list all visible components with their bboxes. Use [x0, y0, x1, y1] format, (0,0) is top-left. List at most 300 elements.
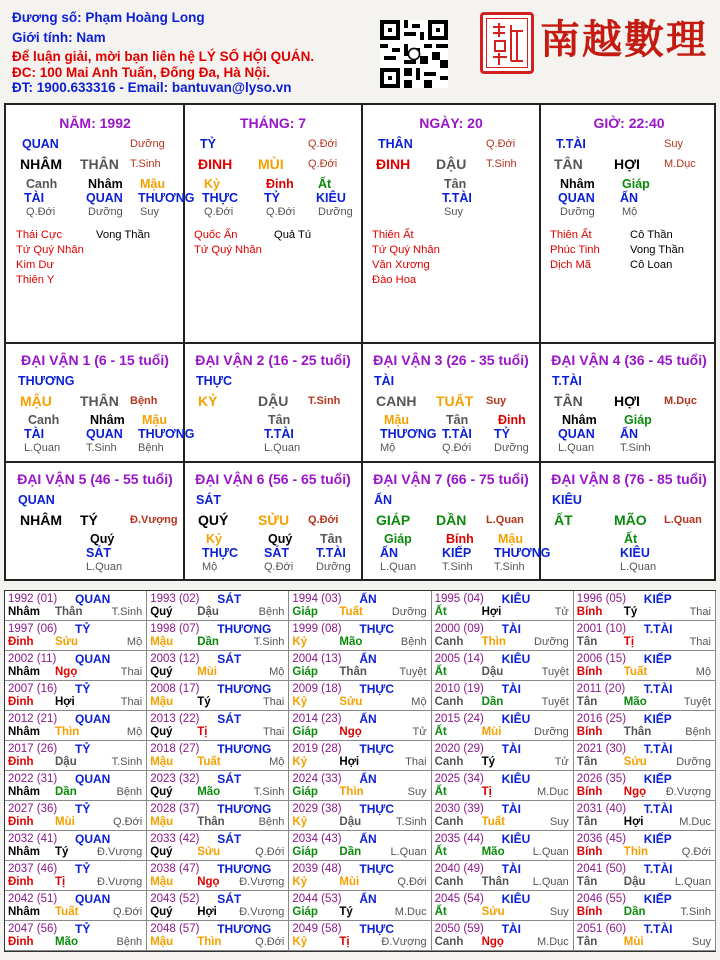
dai-van-cell[interactable]	[184, 463, 362, 581]
year-branch: Tý	[339, 906, 353, 918]
year-branch: Tị	[197, 726, 208, 738]
year-stem: Ất	[434, 666, 447, 678]
hidden-ten-god: QUAN	[558, 427, 595, 441]
year-state: Mộ	[126, 636, 143, 648]
hidden-state: T.Sinh	[442, 561, 473, 573]
ten-god: TỶ	[200, 137, 216, 151]
hidden-ten-god: KIẾP	[442, 546, 472, 560]
hidden-stem: Tân	[268, 413, 291, 427]
year-cell[interactable]	[5, 681, 147, 711]
year-state: M.Dục	[394, 906, 427, 918]
year-ten-god: QUAN	[75, 652, 111, 666]
year-ten-god: T.TÀI	[643, 862, 673, 876]
year-state: Thai	[262, 696, 285, 708]
year-stem: Kỷ	[292, 936, 308, 948]
year-label: 2027 (36)	[8, 803, 58, 815]
year-branch: Mão	[481, 846, 505, 858]
year-label: 2029 (38)	[292, 803, 342, 815]
year-branch: Ngọ	[481, 936, 504, 948]
year-branch: Dậu	[623, 876, 646, 888]
year-branch: Dần	[481, 696, 504, 708]
year-cell[interactable]	[574, 591, 716, 621]
year-cell[interactable]	[289, 891, 431, 921]
year-branch: Sửu	[339, 696, 363, 708]
year-stem: Bính	[576, 906, 603, 918]
ten-god: T.TÀI	[556, 137, 586, 151]
year-cell[interactable]	[5, 651, 147, 681]
year-cell[interactable]	[289, 591, 431, 621]
year-branch: Thìn	[623, 846, 649, 858]
year-stem: Quý	[150, 846, 173, 858]
ten-god: T.TÀI	[552, 374, 582, 388]
year-label: 2016 (25)	[576, 713, 627, 725]
year-stem: Kỷ	[292, 756, 308, 768]
year-stem: Nhâm	[8, 606, 40, 618]
year-branch: Tý	[55, 846, 69, 858]
year-state: Tuyệt	[683, 696, 711, 708]
year-state: Bệnh	[400, 636, 427, 648]
hidden-ten-god: T.TÀI	[442, 427, 472, 441]
year-ten-god: KIÊU	[501, 892, 531, 906]
year-cell[interactable]	[5, 741, 147, 771]
year-ten-god: QUAN	[75, 832, 111, 846]
hidden-stem: Quý	[268, 532, 293, 546]
red-seal-icon	[480, 12, 534, 74]
year-state: Mộ	[411, 696, 427, 708]
pillar-state: M.Dục	[664, 158, 696, 170]
year-cell[interactable]	[5, 921, 147, 951]
pillar-cell[interactable]	[362, 105, 540, 342]
ten-god: THƯƠNG	[18, 374, 75, 388]
qr-code-icon[interactable]	[380, 20, 448, 88]
hidden-stem: Canh	[28, 413, 60, 427]
year-label: 2040 (49)	[434, 863, 484, 875]
year-state: L.Quan	[674, 876, 711, 888]
hidden-stem: Mậu	[498, 532, 523, 546]
year-ten-god: THƯƠNG	[217, 742, 272, 756]
year-cell[interactable]	[147, 591, 289, 621]
hidden-stem: Kỷ	[204, 177, 220, 191]
year-cell[interactable]	[574, 771, 716, 801]
hidden-state: L.Quan	[264, 442, 301, 454]
year-state: Dưỡng	[534, 726, 569, 738]
year-cell[interactable]	[289, 861, 431, 891]
hidden-ten-god: SÁT	[86, 546, 111, 560]
pillar-title: NGÀY: 20	[419, 115, 483, 131]
year-cell[interactable]	[147, 621, 289, 651]
pillars-grid	[4, 103, 716, 581]
year-cell[interactable]	[147, 741, 289, 771]
year-cell[interactable]	[5, 831, 147, 861]
auxiliary-star: Thiên Ất	[550, 229, 592, 241]
year-stem: Giáp	[292, 606, 318, 618]
hidden-state: Dưỡng	[494, 442, 529, 454]
year-ten-god: SÁT	[217, 772, 242, 786]
auxiliary-star: Đào Hoa	[372, 274, 417, 286]
year-stem: Mậu	[150, 696, 174, 708]
year-label: 1995 (04)	[434, 593, 484, 605]
hidden-stem: Bính	[446, 532, 474, 546]
year-state: Tuyệt	[541, 696, 569, 708]
year-cell[interactable]	[147, 921, 289, 951]
year-cell[interactable]	[5, 621, 147, 651]
year-branch: Tị	[481, 786, 492, 798]
dai-van-state: L.Quan	[486, 514, 524, 526]
hidden-state: Mộ	[380, 442, 396, 454]
year-label: 2042 (51)	[8, 893, 58, 905]
year-stem: Bính	[576, 726, 603, 738]
hidden-ten-god: ẤN	[620, 427, 639, 441]
year-stem: Giáp	[292, 666, 318, 678]
pillar-state: Q.Đới	[308, 158, 338, 170]
year-cell[interactable]	[289, 711, 431, 741]
year-ten-god: TÀI	[501, 622, 521, 636]
year-state: T.Sinh	[111, 606, 143, 618]
year-ten-god: TỶ	[75, 622, 91, 636]
year-state: T.Sinh	[680, 906, 711, 918]
year-cell[interactable]	[289, 921, 431, 951]
year-cell[interactable]	[574, 681, 716, 711]
year-stem: Tân	[576, 696, 598, 708]
year-ten-god: KIẾP	[643, 892, 672, 906]
earthly-branch: MÙI	[258, 156, 284, 172]
year-stem: Quý	[150, 666, 173, 678]
hidden-ten-god: QUAN	[558, 191, 595, 205]
earthly-branch: HỢI	[614, 393, 640, 409]
year-stem: Ất	[434, 906, 447, 918]
auxiliary-star: Cô Loan	[630, 259, 673, 271]
year-branch: Tý	[623, 606, 638, 618]
dai-van-cell[interactable]	[6, 463, 184, 581]
chart-header	[0, 0, 720, 100]
hidden-stem: Tân	[446, 413, 469, 427]
year-state: Suy	[407, 786, 427, 798]
year-label: 2048 (57)	[150, 923, 200, 935]
year-cell[interactable]	[289, 651, 431, 681]
hidden-ten-god: TỶ	[494, 427, 510, 441]
year-label: 2006 (15)	[576, 653, 627, 665]
year-cell[interactable]	[5, 591, 147, 621]
year-branch: Thìn	[481, 636, 506, 648]
year-stem: Tân	[576, 636, 598, 648]
year-cell[interactable]	[432, 861, 574, 891]
year-branch: Mùi	[481, 726, 502, 738]
year-cell[interactable]	[574, 741, 716, 771]
year-cell[interactable]	[574, 861, 716, 891]
dai-van-state: Bệnh	[130, 395, 158, 407]
year-cell[interactable]	[289, 771, 431, 801]
year-state: T.Sinh	[396, 816, 427, 828]
year-ten-god: ẤN	[359, 832, 377, 846]
year-ten-god: THỰC	[359, 742, 395, 756]
year-label: 2022 (31)	[8, 773, 58, 785]
year-cell[interactable]	[574, 831, 716, 861]
year-cell[interactable]	[147, 891, 289, 921]
hidden-ten-god: TÀI	[24, 191, 45, 205]
year-cell[interactable]	[147, 651, 289, 681]
hidden-stem: Canh	[26, 177, 58, 191]
year-cell[interactable]	[432, 741, 574, 771]
year-branch: Thân	[197, 816, 225, 828]
auxiliary-star: Quả Tú	[274, 229, 312, 241]
earthly-branch: DẦN	[436, 512, 467, 528]
year-state: Thai	[689, 636, 711, 648]
year-ten-god: THƯƠNG	[217, 622, 272, 636]
logo-title: 南越數理	[540, 16, 708, 63]
dai-van-cell[interactable]	[540, 344, 718, 461]
year-state: Mộ	[269, 666, 285, 678]
year-label: 2001 (10)	[576, 623, 627, 635]
year-stem: Mậu	[150, 816, 174, 828]
year-cell[interactable]	[289, 831, 431, 861]
hidden-ten-god: SÁT	[264, 546, 289, 560]
year-cell[interactable]	[432, 921, 574, 951]
hidden-stem: Đinh	[266, 177, 294, 191]
year-label: 2032 (41)	[8, 833, 58, 845]
ten-god: QUAN	[22, 137, 59, 151]
year-label: 1992 (01)	[8, 593, 58, 605]
year-label: 2033 (42)	[150, 833, 200, 845]
year-state: Bệnh	[116, 936, 143, 948]
year-branch: Ngọ	[623, 786, 647, 798]
hidden-state: Dưỡng	[88, 206, 123, 218]
year-cell[interactable]	[432, 651, 574, 681]
year-label: 2039 (48)	[292, 863, 342, 875]
year-stem: Canh	[434, 816, 464, 828]
heavenly-stem: ẤT	[554, 512, 573, 528]
year-ten-god: KIẾP	[643, 832, 672, 846]
year-branch: Ngọ	[339, 726, 362, 738]
year-ten-god: THƯƠNG	[217, 682, 272, 696]
year-cell[interactable]	[574, 621, 716, 651]
pillar-cell[interactable]	[6, 105, 195, 342]
year-cell[interactable]	[5, 801, 147, 831]
hidden-stem: Kỷ	[206, 532, 222, 546]
dai-van-cell[interactable]	[362, 463, 551, 581]
pillar-cell[interactable]	[540, 105, 718, 342]
year-state: Mộ	[126, 726, 143, 738]
dai-van-state: Q.Đới	[308, 514, 339, 526]
year-state: Q.Đới	[112, 906, 143, 918]
year-label: 2031 (40)	[576, 803, 627, 815]
earthly-branch: MÃO	[614, 512, 647, 528]
year-branch: Thìn	[339, 786, 364, 798]
year-label: 2014 (23)	[292, 713, 342, 725]
year-state: Thai	[405, 756, 427, 768]
year-label: 2019 (28)	[292, 743, 342, 755]
contact-address: ĐC: 100 Mai Anh Tuấn, Đống Đa, Hà Nội.	[12, 65, 271, 80]
year-state: Đ.Vượng	[665, 786, 711, 798]
hidden-ten-god: TỶ	[264, 191, 280, 205]
year-cell[interactable]	[5, 711, 147, 741]
year-cell[interactable]	[432, 831, 574, 861]
year-branch: Tị	[55, 876, 66, 888]
year-cell[interactable]	[432, 711, 574, 741]
hidden-state: Suy	[140, 206, 159, 218]
year-stem: Tân	[576, 876, 598, 888]
year-state: T.Sinh	[111, 756, 143, 768]
year-branch: Thân	[339, 666, 367, 678]
year-state: M.Dục	[537, 936, 569, 948]
heavenly-stem: QUÝ	[198, 512, 229, 528]
year-cell[interactable]	[5, 891, 147, 921]
year-cell[interactable]	[289, 741, 431, 771]
heavenly-stem: KỶ	[198, 393, 218, 409]
year-ten-god: TỶ	[75, 922, 91, 936]
year-cell[interactable]	[432, 591, 574, 621]
year-cell[interactable]	[5, 861, 147, 891]
year-branch: Ngọ	[197, 876, 220, 888]
year-label: 1999 (08)	[292, 623, 342, 635]
year-branch: Sửu	[197, 846, 221, 858]
year-label: 2024 (33)	[292, 773, 342, 785]
year-state: Dưỡng	[391, 606, 427, 618]
hidden-state: Mộ	[622, 206, 638, 218]
year-stem: Mậu	[150, 636, 174, 648]
year-state: Dưỡng	[676, 756, 711, 768]
year-state: T.Sinh	[253, 786, 285, 798]
year-stem: Canh	[434, 756, 464, 768]
year-ten-god: ẤN	[359, 652, 377, 666]
dai-van-cell[interactable]	[362, 344, 540, 461]
year-cell[interactable]	[147, 831, 289, 861]
year-cell[interactable]	[574, 651, 716, 681]
pillar-cell[interactable]	[184, 105, 362, 342]
year-ten-god: TÀI	[501, 742, 521, 756]
hidden-ten-god: THƯƠNG	[494, 546, 551, 560]
year-cell[interactable]	[289, 621, 431, 651]
earthly-branch: TÝ	[80, 512, 98, 528]
year-stem: Đinh	[8, 636, 34, 648]
year-state: Bệnh	[685, 726, 711, 738]
year-branch: Thìn	[55, 726, 80, 738]
hidden-stem: Tân	[444, 177, 467, 191]
hidden-state: T.Sinh	[86, 442, 117, 454]
hidden-state: Q.Đới	[26, 206, 56, 218]
auxiliary-star: Tứ Quý Nhân	[16, 244, 84, 256]
hidden-state: Suy	[444, 206, 463, 218]
year-branch: Dần	[339, 846, 362, 858]
year-ten-god: TỶ	[75, 742, 91, 756]
year-state: Tuyệt	[541, 666, 569, 678]
year-state: Tử	[554, 756, 569, 768]
contact-phone-email: ĐT: 1900.633316 - Email: bantuvan@lyso.vn	[12, 80, 292, 95]
year-ten-god: ẤN	[359, 892, 377, 906]
year-branch: Dậu	[481, 666, 504, 678]
heavenly-stem: TÂN	[554, 156, 583, 172]
year-cell[interactable]	[574, 891, 716, 921]
year-cell[interactable]	[5, 771, 147, 801]
year-ten-god: TỶ	[75, 862, 91, 876]
year-stem: Bính	[576, 606, 603, 618]
hidden-state: T.Sinh	[620, 442, 651, 454]
year-branch: Tuất	[55, 906, 79, 918]
year-ten-god: KIẾP	[643, 772, 672, 786]
auxiliary-star: Quốc Ấn	[194, 229, 238, 241]
dai-van-cell[interactable]	[540, 463, 718, 581]
year-cell[interactable]	[289, 681, 431, 711]
year-ten-god: T.TÀI	[643, 742, 673, 756]
year-ten-god: ẤN	[359, 592, 377, 606]
year-label: 1998 (07)	[150, 623, 200, 635]
year-branch: Mão	[55, 936, 78, 948]
year-ten-god: THƯƠNG	[217, 862, 272, 876]
hidden-stem: Nhâm	[560, 177, 595, 191]
year-stem: Kỷ	[292, 816, 308, 828]
year-stem: Bính	[576, 666, 603, 678]
year-cell[interactable]	[432, 801, 574, 831]
annual-luck-grid	[4, 590, 716, 952]
year-branch: Thân	[55, 606, 83, 618]
year-label: 2010 (19)	[434, 683, 484, 695]
year-stem: Đinh	[8, 876, 34, 888]
year-state: Tử	[554, 606, 569, 618]
hidden-state: L.Quan	[620, 561, 657, 573]
year-ten-god: KIÊU	[501, 592, 531, 606]
year-cell[interactable]	[147, 771, 289, 801]
year-ten-god: THƯƠNG	[217, 922, 272, 936]
year-state: Q.Đới	[397, 876, 427, 888]
year-label: 2004 (13)	[292, 653, 342, 665]
year-branch: Mão	[339, 636, 363, 648]
pillar-state: Dưỡng	[130, 138, 165, 150]
year-branch: Tị	[623, 636, 635, 648]
year-ten-god: THƯƠNG	[217, 802, 272, 816]
year-branch: Mùi	[623, 936, 644, 948]
year-cell[interactable]	[432, 891, 574, 921]
year-cell[interactable]	[147, 681, 289, 711]
dai-van-cell[interactable]	[6, 344, 195, 461]
year-stem: Ất	[434, 606, 447, 618]
hidden-ten-god: KIÊU	[316, 191, 346, 205]
year-label: 2021 (30)	[576, 743, 627, 755]
year-state: Q.Đới	[112, 816, 143, 828]
year-cell[interactable]	[289, 801, 431, 831]
ten-god: THÂN	[378, 137, 413, 151]
year-state: L.Quan	[390, 846, 427, 858]
year-cell[interactable]	[432, 681, 574, 711]
year-cell[interactable]	[147, 861, 289, 891]
year-cell[interactable]	[432, 771, 574, 801]
year-state: Q.Đới	[255, 936, 285, 948]
year-state: M.Dục	[679, 816, 711, 828]
year-cell[interactable]	[147, 801, 289, 831]
year-branch: Mùi	[55, 816, 75, 828]
hidden-state: Bệnh	[138, 442, 164, 454]
year-cell[interactable]	[432, 621, 574, 651]
year-label: 2023 (32)	[150, 773, 200, 785]
year-state: Thai	[689, 606, 711, 618]
year-state: Q.Đới	[681, 846, 711, 858]
earthly-branch: DẬU	[258, 393, 289, 409]
earthly-branch: SỬU	[258, 512, 290, 528]
year-stem: Quý	[150, 906, 173, 918]
pillar-title: NĂM: 1992	[59, 115, 131, 131]
year-label: 2034 (43)	[292, 833, 342, 845]
year-label: 2041 (50)	[576, 863, 627, 875]
hidden-stem: Nhâm	[88, 177, 123, 191]
year-cell[interactable]	[574, 711, 716, 741]
year-cell[interactable]	[574, 921, 716, 951]
heavenly-stem: NHÂM	[20, 512, 62, 528]
year-ten-god: T.TÀI	[643, 922, 673, 936]
dai-van-cell[interactable]	[184, 344, 362, 461]
year-ten-god: TỶ	[75, 802, 91, 816]
year-cell[interactable]	[147, 711, 289, 741]
year-branch: Dần	[197, 636, 219, 648]
ten-god: QUAN	[18, 493, 55, 507]
year-cell[interactable]	[574, 801, 716, 831]
